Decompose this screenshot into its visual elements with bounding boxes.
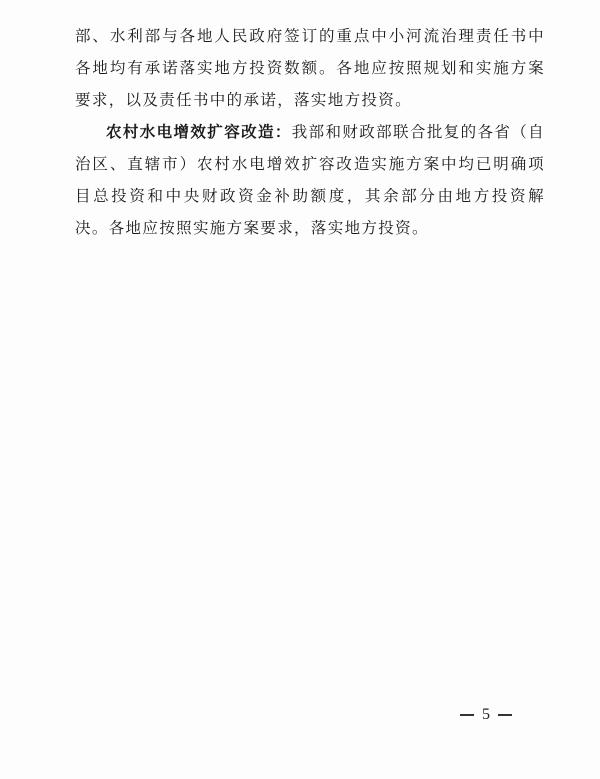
- page-footer: [460, 706, 540, 724]
- page-number: 5: [482, 706, 490, 723]
- dash-left-icon: [460, 714, 474, 716]
- paragraph-continuation: 部、水利部与各地人民政府签订的重点中小河流治理责任书中各地均有承诺落实地方投资数额。各地应按照规划和实施方案要求，以及责任书中的承诺，落实地方投资。: [75, 27, 545, 109]
- dash-right-icon: [498, 714, 512, 716]
- document-body: [75, 20, 545, 244]
- paragraph-rural-hydropower: [75, 116, 545, 244]
- paragraph-body: 我部和财政部联合批复的各省（自治区、直辖市）农村水电增效扩容改造实施方案中均已明确项目总投资和中央财政资金补助额度，其余部分由地方投资解决。各地应按照实施方案要求，落实地方投资。: [75, 123, 545, 237]
- paragraph-heading: 农村水电增效扩容改造：: [106, 123, 292, 141]
